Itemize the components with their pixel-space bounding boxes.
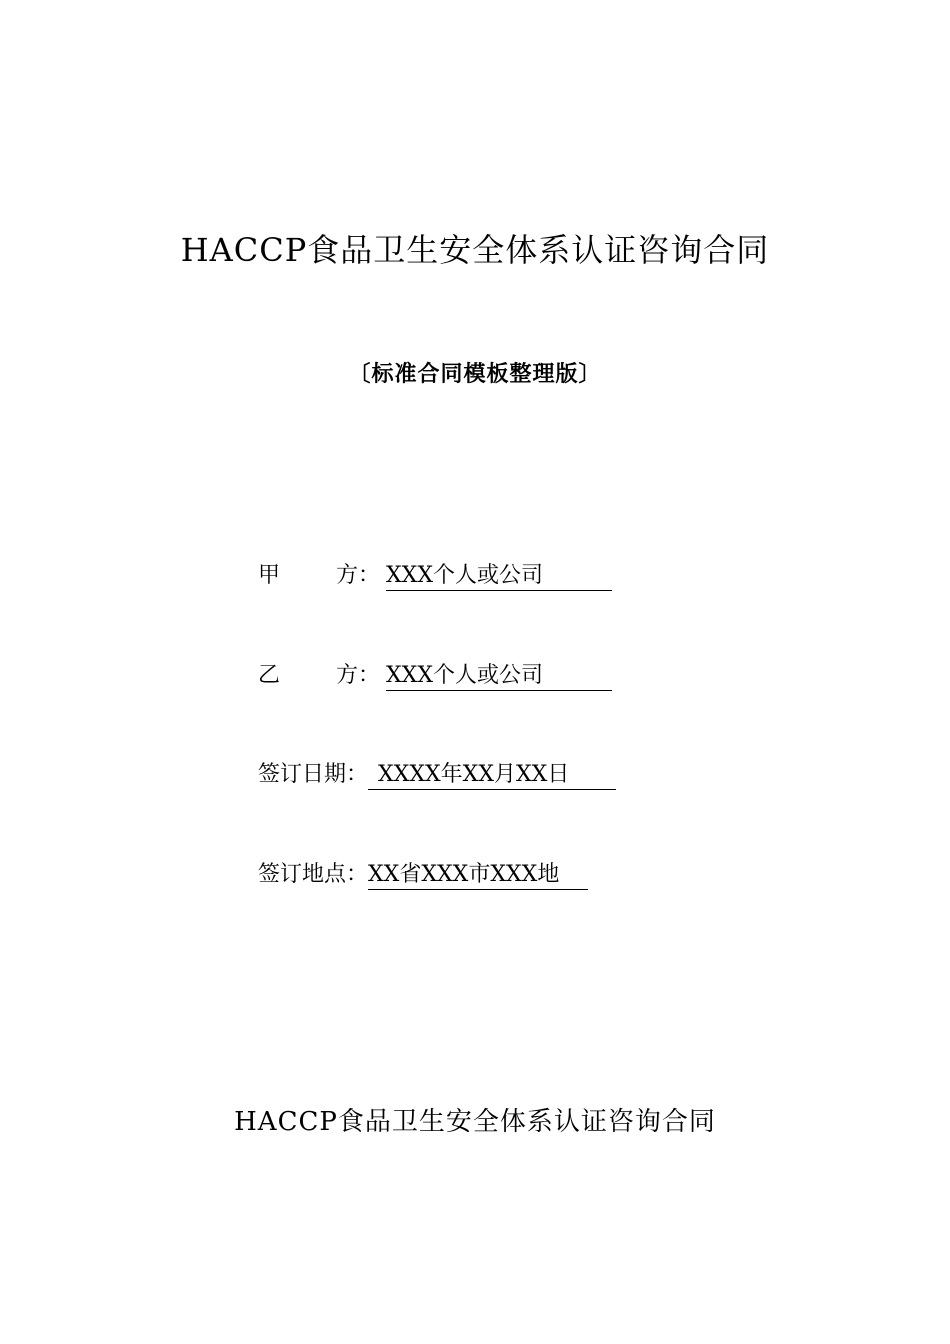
contract-subtitle: 〔标准合同模板整理版〕 (348, 361, 602, 387)
party-b-value: XXX个人或公司 (386, 662, 612, 691)
body-title: HACCP食品卫生安全体系认证咨询合同 (234, 1107, 716, 1137)
signing-place-field (258, 858, 588, 892)
signing-date-label: 签订日期： (258, 762, 369, 787)
signing-date-field (258, 758, 616, 792)
signing-date-value: XXXX年XX月XX日 (368, 761, 616, 790)
party-b-label: 乙 方： (258, 663, 381, 688)
contract-title: HACCP食品卫生安全体系认证咨询合同 (180, 231, 770, 269)
signing-place-value: XX省XXX市XXX地 (368, 861, 588, 890)
party-a-value: XXX个人或公司 (386, 562, 612, 591)
party-a-label: 甲 方： (258, 563, 381, 588)
signing-place-label: 签订地点： (258, 862, 369, 887)
party-b-field (258, 659, 612, 693)
party-a-field (258, 559, 612, 593)
